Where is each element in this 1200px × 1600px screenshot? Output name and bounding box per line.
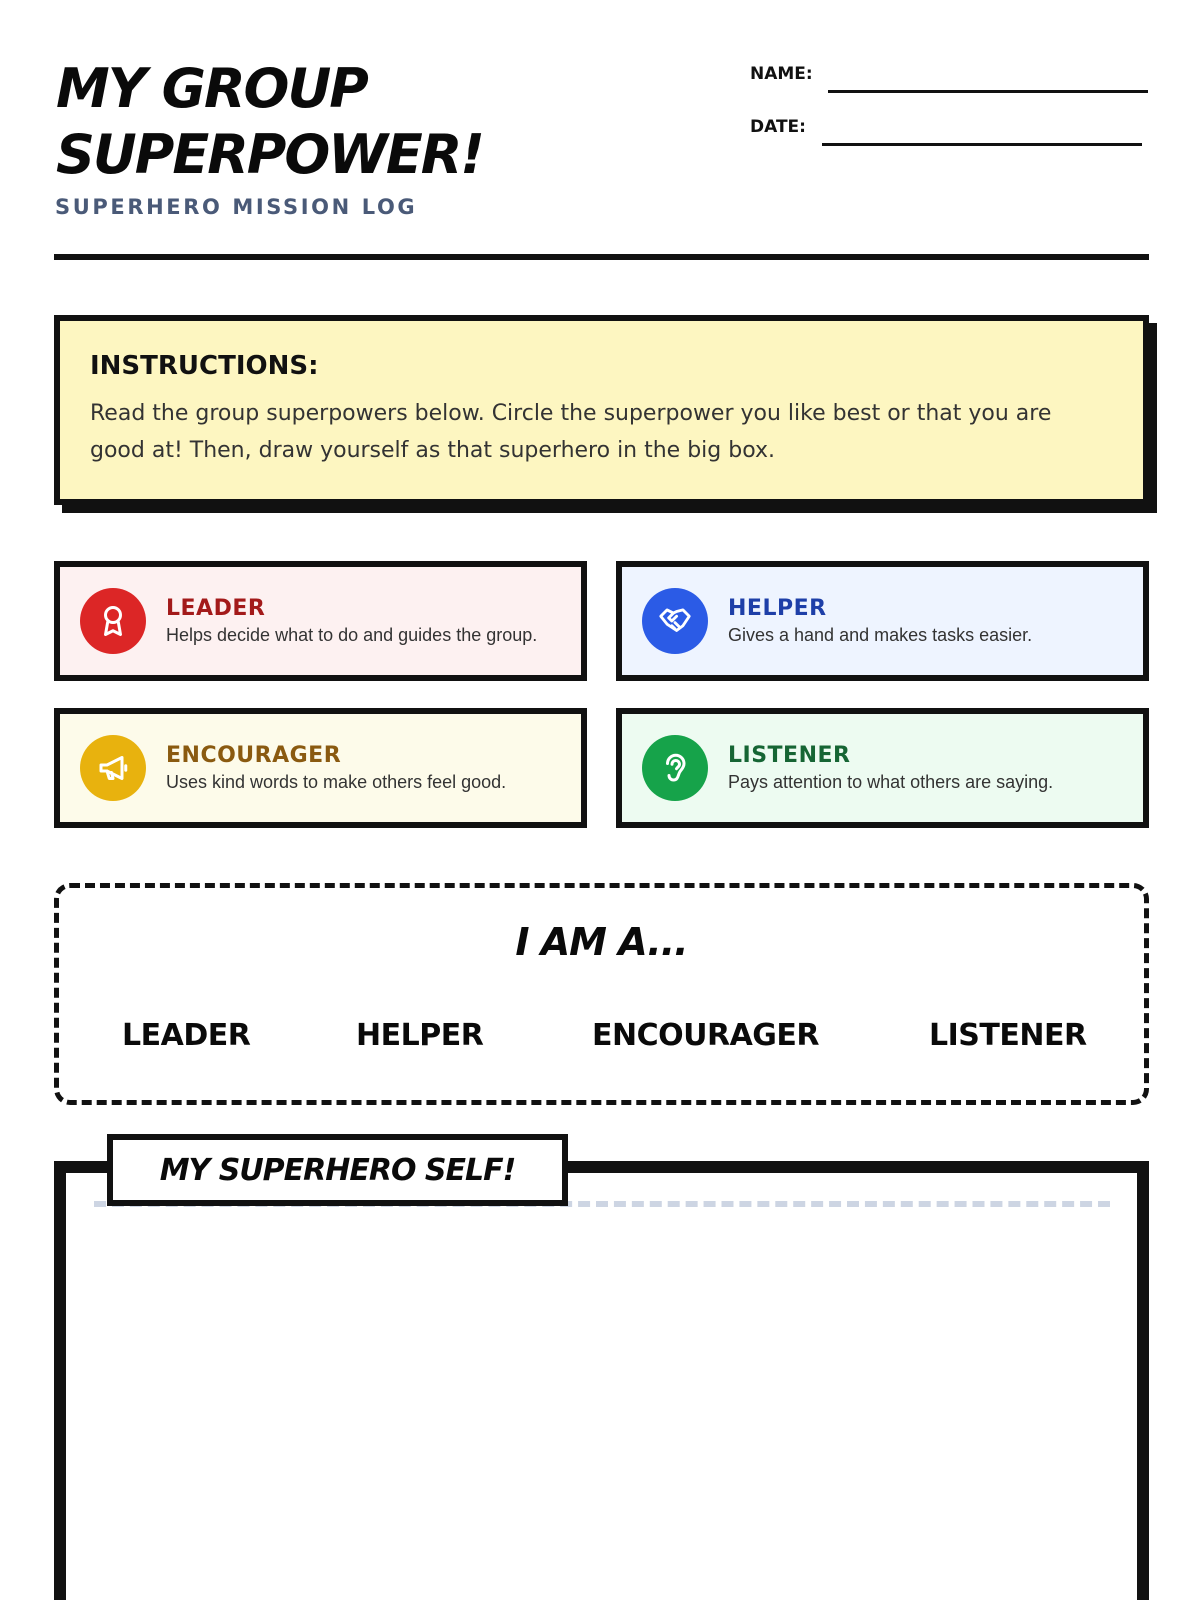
date-label: DATE: [750, 117, 806, 137]
power-name: LEADER [166, 596, 266, 621]
power-desc: Helps decide what to do and guides the group. [166, 625, 538, 645]
award-ribbon-icon [95, 603, 131, 639]
drawing-title: MY SUPERHERO SELF! [159, 1152, 516, 1188]
option-helper[interactable]: HELPER [356, 1018, 484, 1053]
title-line-1: MY GROUP [56, 57, 367, 120]
power-name: ENCOURAGER [166, 743, 342, 768]
title-line-2: SUPERPOWER! [56, 123, 483, 186]
power-desc: Pays attention to what others are saying. [728, 772, 1054, 792]
power-name: HELPER [728, 596, 827, 621]
option-listener[interactable]: LISTENER [929, 1018, 1087, 1053]
page-subtitle: SUPERHERO MISSION LOG [55, 195, 418, 219]
power-name: LISTENER [728, 743, 851, 768]
option-encourager[interactable]: ENCOURAGER [592, 1018, 820, 1053]
power-card-leader[interactable] [54, 561, 587, 681]
drawing-area[interactable] [54, 1161, 1149, 1600]
header-divider [54, 254, 1149, 260]
page-title [56, 56, 616, 188]
date-field-line[interactable] [822, 143, 1142, 146]
ear-icon [657, 750, 693, 786]
i-am-a-title: I AM A... [515, 920, 688, 964]
listener-badge [642, 735, 708, 801]
power-card-listener[interactable] [616, 708, 1149, 828]
instructions-text: Read the group superpowers below. Circle the superpower you like best or that you are good at! Then, draw yourself as that superhero in the big box. [90, 401, 1052, 463]
name-label: NAME: [750, 64, 813, 84]
name-field-line[interactable] [828, 90, 1148, 93]
encourager-badge [80, 735, 146, 801]
handshake-icon [656, 602, 694, 640]
power-desc: Uses kind words to make others feel good. [166, 772, 507, 792]
leader-badge [80, 588, 146, 654]
megaphone-icon [95, 750, 131, 786]
helper-badge [642, 588, 708, 654]
instructions-title: INSTRUCTIONS: [90, 351, 319, 381]
instructions-box [54, 315, 1149, 505]
power-card-helper[interactable] [616, 561, 1149, 681]
drawing-title-tab [107, 1134, 568, 1206]
power-card-encourager[interactable] [54, 708, 587, 828]
i-am-a-box [54, 883, 1149, 1105]
power-desc: Gives a hand and makes tasks easier. [728, 625, 1033, 645]
option-leader[interactable]: LEADER [122, 1018, 251, 1053]
